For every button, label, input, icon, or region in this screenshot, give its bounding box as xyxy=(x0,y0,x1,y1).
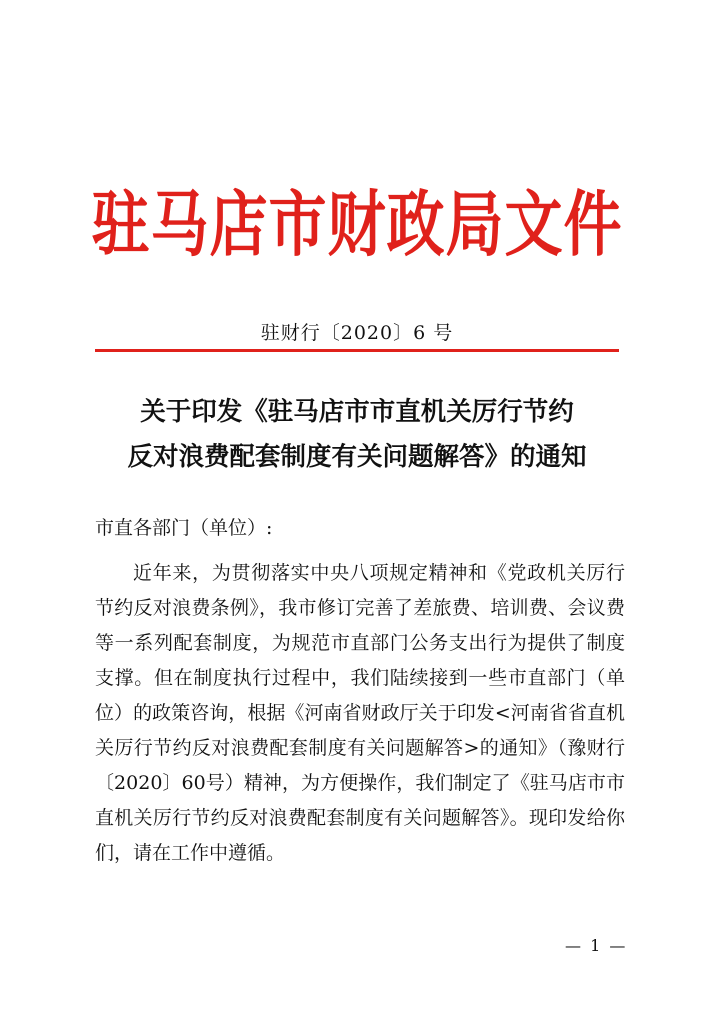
red-divider-line xyxy=(95,349,619,352)
body-paragraph: 近年来，为贯彻落实中央八项规定精神和《党政机关厉行节约反对浪费条例》，我市修订完善了差旅费、培训费、会议费等一系列配套制度，为规范市直部门公务支出行为提供了制度支撑。但在制度执行过程中，我们陆续接到一些市直部门（单位）的政策咨询，根据《河南省财政厅关于印发<河南省省直机关厉行节约反对浪费配套制度有关问题解答>的通知》（豫财行〔2020〕60号）精神，为方便操作，我们制定了《驻马店市市直机关厉行节约反对浪费配套制度有关问题解答》。现印发给你们，请在工作中遵循。 xyxy=(95,562,625,864)
document-title-line-1: 关于印发《驻马店市市直机关厉行节约 xyxy=(140,397,574,427)
document-number: 驻财行〔2020〕6 号 xyxy=(260,322,454,344)
document-title-line-2: 反对浪费配套制度有关问题解答》的通知 xyxy=(127,442,587,472)
page-number: — 1 — xyxy=(565,936,628,955)
salutation: 市直各部门（单位）: xyxy=(95,517,273,539)
issuing-authority-heading: 驻马店市财政局文件 xyxy=(91,183,623,267)
